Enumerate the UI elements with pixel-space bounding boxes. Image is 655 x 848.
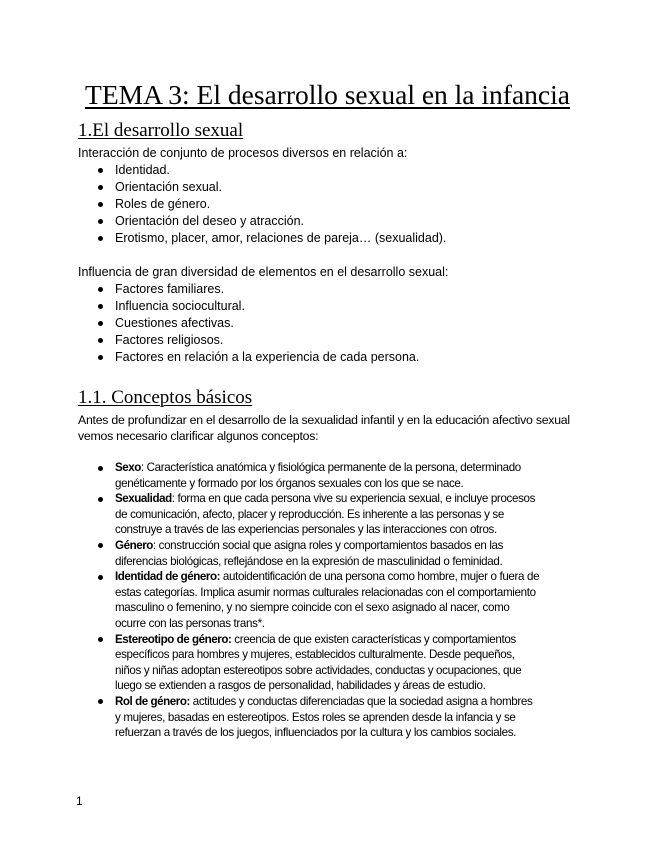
- bullet-icon: [98, 699, 103, 704]
- document-title: TEMA 3: El desarrollo sexual en la infancia: [85, 79, 570, 110]
- list-item: [78, 332, 419, 349]
- bullet-icon: [98, 466, 103, 471]
- concept-definition: creencia de que existen características y comportamientos: [231, 632, 516, 646]
- concept-term: Sexo: [115, 461, 141, 474]
- concept-definition-line: luego se extienden a rasgos de personalidad, habilidades y áreas de estudio.: [115, 679, 486, 693]
- concept-estereotipo-de-genero: [78, 632, 588, 694]
- concept-genero: [78, 538, 588, 569]
- concepts-list: [78, 460, 588, 741]
- concept-definition: actitudes y conductas diferenciadas que la sociedad asigna a hombres: [189, 694, 533, 708]
- list-item-text: Influencia sociocultural.: [115, 299, 245, 313]
- concept-definition-line: ocurre con las personas trans*.: [115, 616, 265, 630]
- concept-identidad-de-genero: [78, 569, 588, 631]
- list-item: [78, 230, 446, 247]
- concept-term: Rol de género:: [115, 694, 190, 708]
- bullet-icon: [98, 575, 103, 580]
- list-item-text: Erotismo, placer, amor, relaciones de pareja… (sexualidad).: [115, 231, 447, 245]
- concepts-intro-line: Antes de profundizar en el desarrollo de la sexualidad infantil y en la educación afectivo sexual: [78, 413, 570, 427]
- page-number: 1: [76, 794, 83, 808]
- list-item: [78, 315, 419, 332]
- list-item: [78, 196, 446, 213]
- list-item-text: Factores familiares.: [115, 282, 225, 296]
- list-item: [78, 298, 419, 315]
- process-list: [78, 162, 446, 247]
- list-item: [78, 162, 446, 179]
- list-item-text: Factores religiosos.: [115, 333, 224, 347]
- concept-definition-line: masculino o femenino, y no siempre coincide con el sexo asignado al nacer, como: [115, 601, 510, 615]
- bullet-icon: [98, 637, 103, 642]
- concept-term: Estereotipo de género:: [115, 632, 232, 646]
- factors-list: [78, 281, 419, 366]
- bullet-icon: [98, 185, 103, 190]
- list-item: [78, 349, 419, 366]
- concept-term: Género: [115, 538, 153, 552]
- concept-sexo: [78, 460, 588, 491]
- bullet-icon: [98, 202, 103, 207]
- bullet-icon: [98, 287, 103, 292]
- concept-definition-line: diferencias biológicas, reflejándose en la expresión de masculinidad o feminidad.: [115, 554, 503, 568]
- concept-term: Identidad de género:: [115, 570, 221, 584]
- section-intro-influence: Influencia de gran diversidad de elementos en el desarrollo sexual:: [78, 265, 449, 279]
- concept-definition: autoidentificación de una persona como hombre, mujer o fuera de: [220, 570, 540, 584]
- concept-sexualidad: [78, 491, 588, 538]
- concept-definition: : construcción social que asigna roles y comportamientos basados en las: [152, 538, 504, 552]
- concept-definition-line: niños y niñas adoptan estereotipos sobre actividades, conductas y ocupaciones, que: [115, 663, 522, 677]
- list-item-text: Roles de género.: [115, 197, 211, 211]
- list-item: [78, 179, 446, 196]
- bullet-icon: [98, 355, 103, 360]
- concept-definition-line: refuerzan a través de los juegos, influenciados por la cultura y los cambios sociales.: [115, 726, 517, 740]
- concept-definition-line: estas categorías. Implica asumir normas culturales relacionadas con el comportamiento: [115, 585, 536, 599]
- list-item: [78, 281, 419, 298]
- bullet-icon: [98, 236, 103, 241]
- concept-definition-line: construye a través de las experiencias personales y las interacciones con otros.: [115, 523, 497, 537]
- bullet-icon: [98, 338, 103, 343]
- concept-term: Sexualidad: [115, 492, 172, 506]
- concept-definition-line: de comunicación, afecto, placer y reproducción. Es inherente a las personas y se: [115, 507, 504, 521]
- bullet-icon: [98, 219, 103, 224]
- list-item-text: Orientación sexual.: [115, 180, 223, 194]
- concept-definition: : Característica anatómica y fisiológica permanente de la persona, determinado: [140, 461, 521, 474]
- bullet-icon: [98, 543, 103, 548]
- bullet-icon: [98, 497, 103, 502]
- concept-definition-line: y mujeres, basadas en estereotipos. Estos roles se aprenden desde la infancia y se: [115, 710, 516, 724]
- concepts-intro-line: vemos necesario clarificar algunos conceptos:: [78, 429, 319, 443]
- list-item-text: Orientación del deseo y atracción.: [115, 214, 304, 228]
- bullet-icon: [98, 321, 103, 326]
- section-heading-desarrollo-sexual: 1.El desarrollo sexual: [78, 120, 244, 141]
- concept-definition: : forma en que cada persona vive su experiencia sexual, e incluye procesos: [171, 492, 536, 506]
- bullet-icon: [98, 168, 103, 173]
- concept-definition-line: específicos para hombres y mujeres, establecidos culturalmente. Desde pequeños,: [115, 648, 515, 662]
- section-intro: Interacción de conjunto de procesos diversos en relación a:: [78, 146, 408, 160]
- list-item-text: Cuestiones afectivas.: [115, 316, 234, 330]
- concept-rol-de-genero: [78, 694, 588, 741]
- concept-definition-line: genéticamente y formado por los órganos sexuales con los que se nace.: [115, 476, 464, 490]
- list-item: [78, 213, 446, 230]
- section-heading-conceptos-basicos: 1.1. Conceptos básicos: [78, 387, 253, 408]
- bullet-icon: [98, 304, 103, 309]
- list-item-text: Identidad.: [115, 163, 170, 177]
- list-item-text: Factores en relación a la experiencia de cada persona.: [115, 350, 420, 364]
